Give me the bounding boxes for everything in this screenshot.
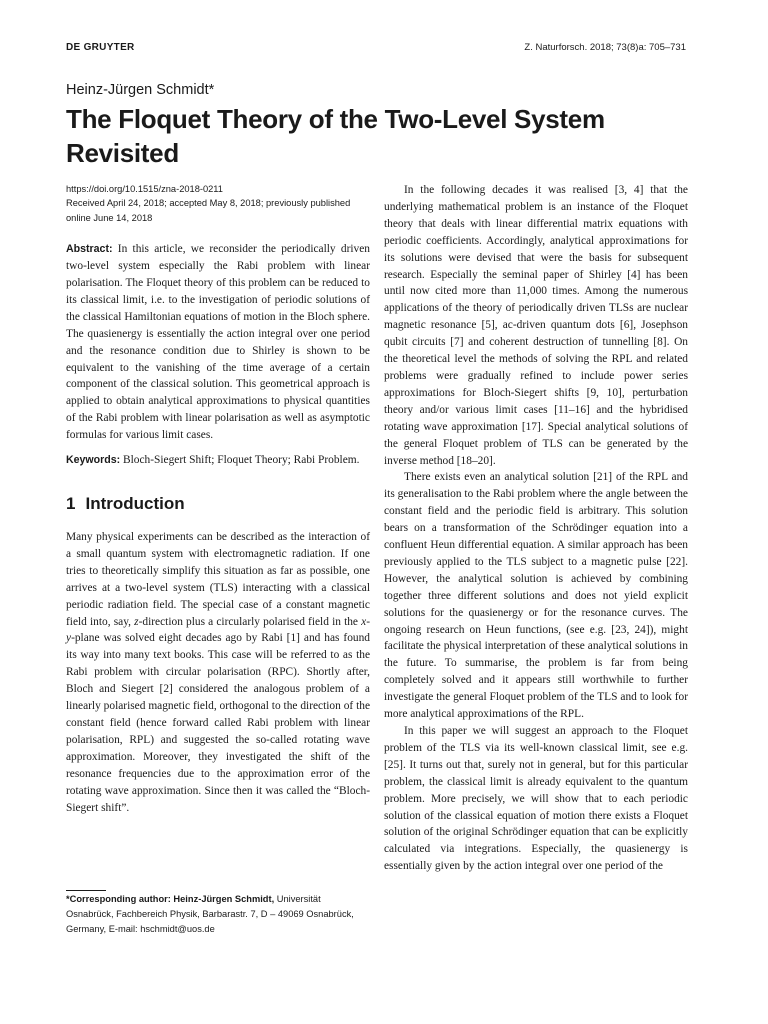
intro-paragraph-1	[66, 529, 370, 816]
section-heading	[66, 493, 370, 515]
article-title: The Floquet Theory of the Two-Level System Revisited	[66, 104, 605, 168]
keywords	[66, 452, 370, 469]
intro-p1-text-c: -plane was solved eight decades ago by Rabi [1] and has found its way into many text books. This case will be referred to as the Rabi problem with circular polarisation (RPC). Shortly after, Bloch and Siegert [2] considered the analogous problem of a linearly polarised magnetic field, orthogonal to the direction of the constant field (hence forward called Rabi problem with linear polarisation, RPL) and suggested the so-called rotating wave approximation. Moreover, they investigated the shift of the resonance frequencies due to the approximation error of the rotating wave approximation. Since then it was called the “Bloch-Siegert shift”.	[66, 632, 370, 814]
keywords-text: Bloch-Siegert Shift; Floquet Theory; Rabi Problem.	[123, 454, 360, 467]
footnote-text: Universität Osnabrück, Fachbereich Physik, Barbarastr. 7, D – 49069 Osnabrück, Germany, E-mail: hschmidt@uos.de	[66, 894, 354, 934]
footnote-rule	[66, 890, 106, 891]
footnote-label: *Corresponding author: Heinz-Jürgen Schmidt,	[66, 894, 275, 904]
article-meta	[66, 182, 370, 225]
abstract	[66, 241, 370, 444]
abstract-text: In this article, we reconsider the periodically driven two-level system especially the Rabi problem with linear polarisation. The Floquet theory of this problem can be reduced to its classical limit, i.e. to the investigation of periodic solutions of the classical Hamiltonian equations of motion in the Bloch sphere. The quasienergy is essentially the action integral over one period and the resonance condition due to Shirley is shown to be equivalent to the vanishing of the time average of a certain component of the classical solution. This geometrical approach is applied to obtain analytical approximations to physical quantities of the Rabi problem with linear polarisation as well as asymptotic formulas for various limit cases.	[66, 243, 370, 442]
intro-paragraph-3: There exists even an analytical solution [21] of the RPL and its generalisation to the Rabi problem where the angle between the constant field and the periodic field is arbitrary. This solution bears on a transformation of the Schrödinger equation into a confluent Heun differential equation. A similar approach has been previously applied to the TLS subject to a magnetic pulse [22]. However, the analytical solution is achieved by combining together three different solutions and does not yield explicit solutions for the quasienergy or for the resonance curves. The ongoing research on Heun functions, (see e.g. [23, 24]), might facilitate the physical interpretation of these analytical solutions in the future. To summarise, the problem is far from being completely solved and it appears still worthwhile to further investigate the general Floquet problem of the TLS and to look for more analytical approximations of the RPL.	[384, 471, 688, 721]
section-number: 1	[66, 494, 76, 513]
running-header	[66, 42, 686, 56]
section-title: Introduction	[85, 494, 185, 513]
intro-p1-text-b: -direction plus a circularly polarised field in the	[138, 615, 362, 628]
right-column	[384, 182, 688, 875]
publisher-name: DE GRUYTER	[66, 42, 135, 53]
doi-link[interactable]: https://doi.org/10.1515/zna-2018-0211	[66, 184, 223, 194]
intro-paragraph-2: In the following decades it was realised [3, 4] that the underlying mathematical problem is an instance of the Floquet theory that deals with linear differential matrix equations with periodic coefficients. Accordingly, analytical approximations for its solutions were devised that were the basis for subsequent research. Especially the seminal paper of Shirley [4] has been until now cited more than 11,000 times. Among the numerous applications of the theory of periodically driven TLSs are nuclear magnetic resonance [5], ac-driven quantum dots [6], Josephson qubit circuits [7] and coherent destruction of tunnelling [8]. On the theoretical level the methods of solving the RPL and related problems were gradually refined to include power series approximations for Bloch-Siegert shifts [9, 10], perturbation theory and/or various limit cases [11–16] and the hybridised rotating wave approximation [17]. Special analytical solutions of the general Floquet problem of TLS can be generated by the inverse method [18–20].	[384, 184, 688, 467]
abstract-label: Abstract:	[66, 243, 113, 256]
author-name: Heinz-Jürgen Schmidt*	[66, 82, 215, 98]
intro-p1-text-a: Many physical experiments can be described as the interaction of a small quantum system with electromagnetic radiation. If one tries to theoretically simplify this situation as far as possible, one arrives at a two-level system (TLS) interacting with a classical periodic radiation field. The special case of a constant magnetic field into, say,	[66, 531, 370, 628]
publication-dates: Received April 24, 2018; accepted May 8, 2018; previously published online June 14, 2018	[66, 198, 351, 223]
left-column	[66, 182, 370, 816]
intro-p1-math-z: z	[134, 615, 139, 628]
intro-paragraph-4: In this paper we will suggest an approach to the Floquet problem of the TLS via its well-known classical limit, see e.g. [25]. It turns out that, surely not in general, but for this particular problem, the classical limit is already equivalent to the quantum problem. More precisely, we will show that to each periodic solution of the classical equation of motion there exists a Floquet solution of the original Schrödinger equation that can be explicitly calculated via integrations. Especially, the quasienergy is essentially given by the action integral over one period of the	[384, 725, 688, 873]
intro-p1-math-xy: x-y	[66, 615, 370, 645]
corresponding-author-footnote	[66, 890, 370, 937]
keywords-label: Keywords:	[66, 454, 121, 467]
journal-reference: Z. Naturforsch. 2018; 73(8)a: 705–731	[524, 42, 686, 53]
